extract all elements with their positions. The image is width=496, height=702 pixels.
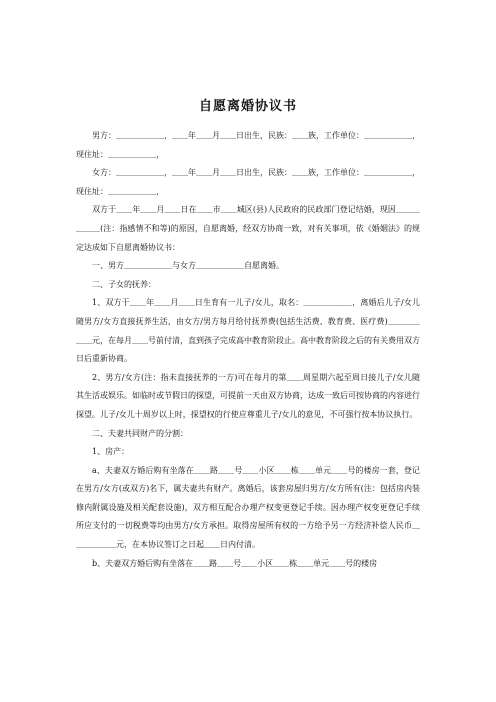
document-title: 自愿离婚协议书: [198, 99, 297, 114]
paragraph-divorce-agreement: 一、男方＿＿＿＿＿＿与女方＿＿＿＿＿＿自愿离婚。: [92, 261, 284, 271]
paragraph-male-party: 男方：＿＿＿＿＿＿，＿＿年＿＿月＿＿日出生，民族：＿＿族，工作单位：＿＿＿＿＿＿，现住址：＿＿＿＿＿＿，: [76, 131, 420, 159]
subheading-real-estate: 1、房产：: [92, 447, 130, 457]
paragraph-child-support: 1、双方于＿＿年＿＿月＿＿日生育有一儿子/女儿，取名：＿＿＿＿＿＿，离婚后儿子/女儿随男方/女方直接抚养生活，由女方/男方每月给付抚养费(包括生活费、教育费、医疗费)＿＿＿＿＿＿元，在每月＿＿号前付清，直到孩子完成高中教育阶段止。高中教育阶段之后的有关费用双方日后重新协商。: [76, 298, 420, 364]
section-heading-property: 二、夫妻共同财产的分割：: [92, 428, 188, 438]
paragraph-female-party: 女方：＿＿＿＿＿＿，＿＿年＿＿月＿＿日出生，民族：＿＿族，工作单位：＿＿＿＿＿＿，现住址：＿＿＿＿＿＿，: [76, 168, 420, 196]
section-heading-child-custody: 二、子女的抚养：: [92, 279, 156, 289]
paragraph-house-b: b、夫妻双方婚后购有坐落在＿＿路＿＿号＿＿小区＿＿栋＿＿单元＿＿号的楼房: [92, 558, 378, 568]
paragraph-marriage-registration: 双方于＿＿年＿＿月＿＿日在＿＿市＿＿城区(县)人民政府的民政部门登记结婚，现因＿＿＿＿＿＿(注：指感情不和等)的原因，自愿离婚，经双方协商一致，对有关事项，依《婚姻法》的规定达成如下自愿离婚协议书：: [76, 205, 420, 252]
paragraph-visitation: 2、男方/女方(注：指未直接抚养的一方)可在每月的第＿＿周星期六起至周日接儿子/女儿随其生活或娱乐。如临时或节假日的探望，可提前一天由双方协商，达成一致后可按协商的内容进行探望。儿子/女儿十周岁以上时，探望权的行使应尊重儿子/女儿的意见，不可强行按本协议执行。: [76, 372, 420, 419]
document-body: [76, 127, 420, 573]
paragraph-house-a: a、夫妻双方婚后购有坐落在＿＿路＿＿号＿＿小区＿＿栋＿＿单元＿＿号的楼房一套，登记在男方/女方(或双方)名下，属夫妻共有财产。离婚后，该套房屋归男方/女方所有(注：包括房内装修内附属设施及相关配套设施)，双方相互配合办理产权变更登记手续。因办理产权变更登记手续所应支付的一切税费等均由男方/女方承担。取得房屋所有权的一方给予另一方经济补偿人民币＿＿＿＿＿＿元，在本协议签订之日起＿＿日内付清。: [76, 465, 420, 550]
